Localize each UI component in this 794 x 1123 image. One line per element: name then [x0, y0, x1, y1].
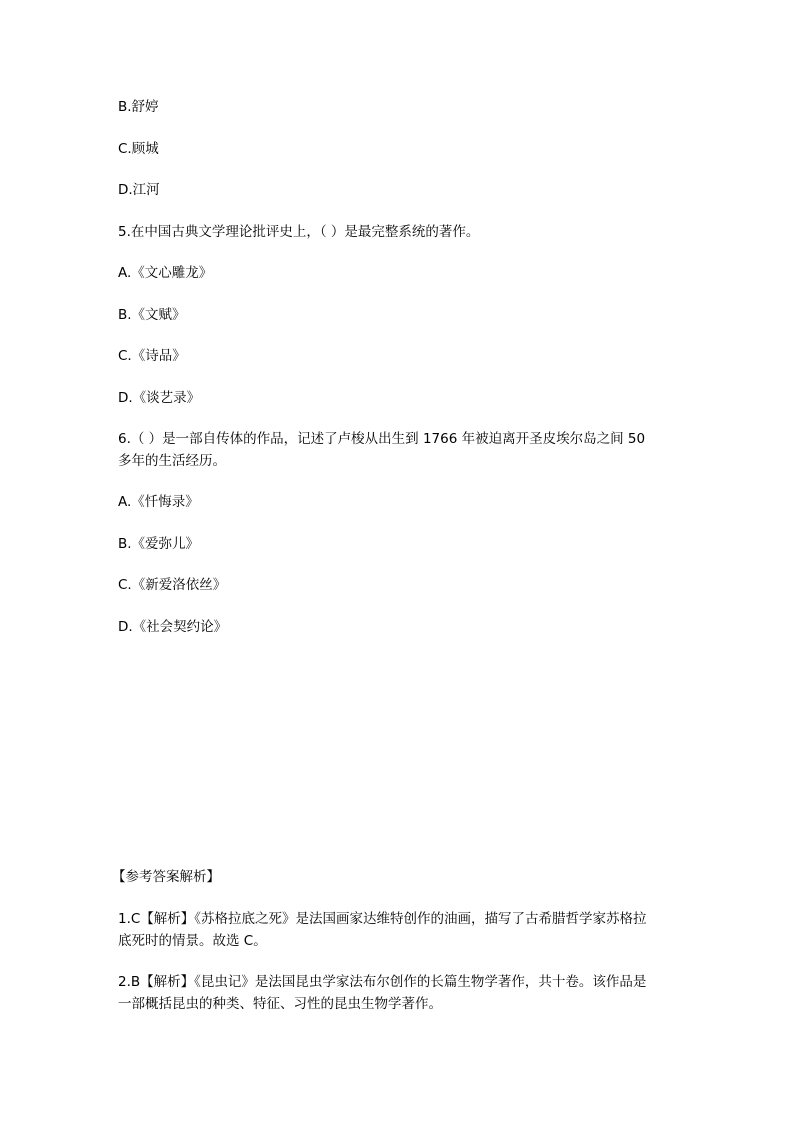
q6-option-d: D.《社会契约论》 — [118, 619, 228, 635]
q6-option-c: C.《新爱洛依丝》 — [118, 577, 227, 593]
answer-2-line2: 一部概括昆虫的种类、特征、习性的昆虫生物学著作。 — [118, 996, 442, 1012]
q5-option-d: D.《谈艺录》 — [118, 390, 201, 406]
q4-option-d: D.江河 — [118, 182, 160, 198]
answer-2-line1: 2.B【解析】《昆虫记》是法国昆虫学家法布尔创作的长篇生物学著作，共十卷。该作品是 — [118, 974, 647, 990]
q4-option-c: C.顾城 — [118, 141, 159, 157]
answer-1-line2: 底死时的情景。故选 C。 — [118, 933, 267, 949]
q6-option-a: A.《忏悔录》 — [118, 494, 199, 510]
q6-stem-line1: 6.（ ）是一部自传体的作品，记述了卢梭从出生到 1766 年被迫离开圣皮埃尔岛之间 50 — [118, 431, 646, 447]
answer-1-line1: 1.C【解析】《苏格拉底之死》是法国画家达维特创作的油画，描写了古希腊哲学家苏格拉 — [118, 911, 647, 927]
q6-stem-line2: 多年的生活经历。 — [118, 453, 226, 469]
q5-option-a: A.《文心雕龙》 — [118, 265, 213, 281]
q5-option-c: C.《诗品》 — [118, 348, 186, 364]
q5-option-b: B.《文赋》 — [118, 307, 186, 323]
q4-option-b: B.舒婷 — [118, 99, 159, 115]
q6-option-b: B.《爱弥儿》 — [118, 536, 200, 552]
answer-section-heading: 【参考答案解析】 — [112, 869, 220, 885]
q5-stem: 5.在中国古典文学理论批评史上，（ ）是最完整系统的著作。 — [118, 224, 480, 240]
